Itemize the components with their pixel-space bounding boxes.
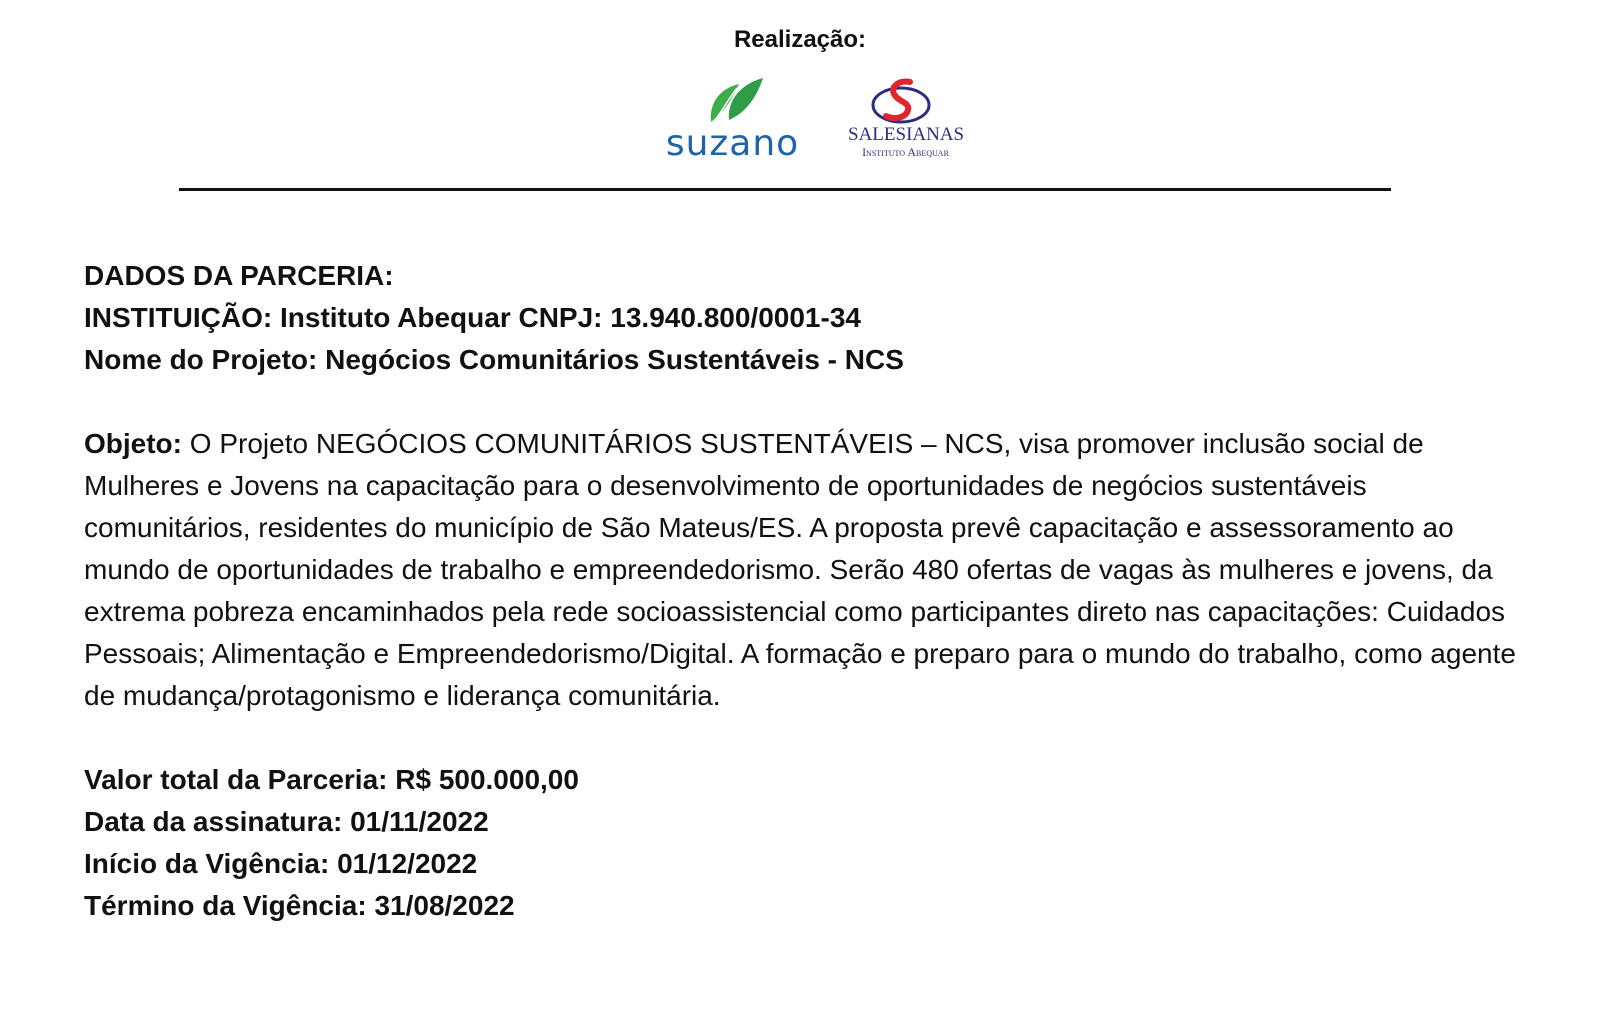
document-body bbox=[84, 255, 1524, 927]
spacer bbox=[84, 717, 1524, 759]
spacer bbox=[84, 381, 1524, 423]
instituicao-line: INSTITUIÇÃO: Instituto Abequar CNPJ: 13.940.800/0001-34 bbox=[84, 302, 861, 333]
valor-total-line: Valor total da Parceria: R$ 500.000,00 bbox=[84, 764, 579, 795]
objeto-paragraph bbox=[84, 423, 1524, 717]
header-divider bbox=[179, 188, 1391, 191]
salesianas-s-icon bbox=[870, 78, 932, 128]
dados-title: DADOS DA PARCERIA: bbox=[84, 260, 394, 291]
data-assinatura-line: Data da assinatura: 01/11/2022 bbox=[84, 806, 489, 837]
salesianas-logo bbox=[848, 78, 963, 168]
inicio-vigencia-line: Início da Vigência: 01/12/2022 bbox=[84, 848, 478, 879]
objeto-text: O Projeto NEGÓCIOS COMUNITÁRIOS SUSTENTÁVEIS – NCS, visa promover inclusão social de Mulheres e Jovens na capacitação para o desenvolvimento de oportunidades de negócios sustentáveis comunitários, residentes do município de São Mateus/ES. A proposta prevê capacitação e assessoramento ao mundo de oportunidades de trabalho e empreendedorismo. Serão 480 ofertas de vagas às mulheres e jovens, da extrema pobreza encaminhados pela rede socioassistencial como participantes direto nas capacitações: Cuidados Pessoais; Alimentação e Empreendedorismo/Digital. A formação e preparo para o mundo do trabalho, como agente de mudança/protagonismo e liderança comunitária. bbox=[84, 428, 1516, 711]
realizacao-label: Realização: bbox=[733, 26, 867, 53]
header bbox=[0, 0, 1600, 200]
objeto-label: Objeto: bbox=[84, 428, 182, 459]
suzano-logo bbox=[660, 76, 805, 166]
salesianas-wordmark: SALESIANAS bbox=[848, 124, 965, 145]
suzano-wordmark: suzano bbox=[665, 123, 800, 164]
termino-vigencia-line: Término da Vigência: 31/08/2022 bbox=[84, 890, 515, 921]
projeto-line: Nome do Projeto: Negócios Comunitários Sustentáveis - NCS bbox=[84, 344, 904, 375]
salesianas-subtitle: Instituto Abequar bbox=[862, 145, 949, 159]
suzano-leaf-icon bbox=[705, 76, 765, 126]
